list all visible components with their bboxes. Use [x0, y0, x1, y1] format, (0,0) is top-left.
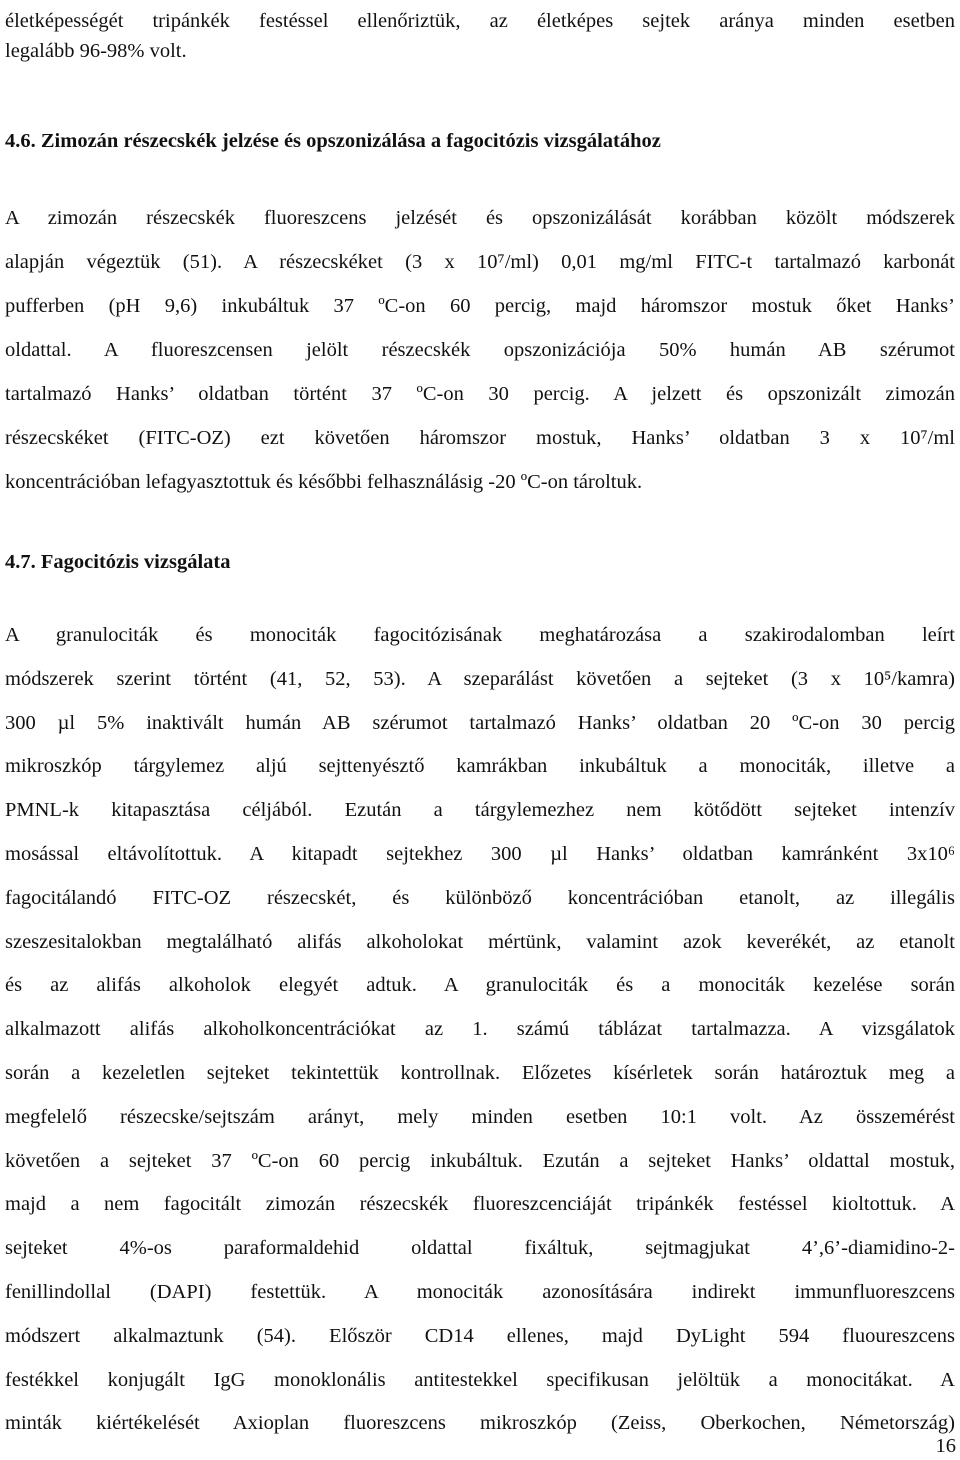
text-line: módszerek szerint történt (41, 52, 53). A szeparálást követően a sejteket (3 x 10⁵/kamra)	[5, 667, 955, 690]
text-line: A granulociták és monociták fagocitózisának meghatározása a szakirodalomban leírt	[5, 624, 955, 646]
page-number: 16	[935, 1435, 956, 1457]
text-line: oldattal. A fluoreszcensen jelölt részecskék opszonizációja 50% humán AB szérumot	[5, 339, 955, 361]
section-4-6-paragraph	[5, 196, 955, 504]
section-heading-4-6: 4.6. Zimozán részecskék jelzése és opszonizálása a fagocitózis vizsgálatához	[5, 130, 661, 152]
text-line: koncentrációban lefagyasztottuk és későbbi felhasználásig -20 ºC-on tároltuk.	[5, 471, 643, 493]
text-line: követően a sejteket 37 ºC-on 60 percig inkubáltuk. Ezután a sejteket Hanks’ oldattal mostuk,	[5, 1149, 955, 1172]
text-line: minták kiértékelését Axioplan fluoreszcens mikroszkóp (Zeiss, Oberkochen, Németország)	[5, 1412, 955, 1435]
text-line: módszert alkalmaztunk (54). Először CD14 ellenes, majd DyLight 594 fluoureszcens	[5, 1324, 955, 1347]
text-line: legalább 96-98% volt.	[5, 40, 187, 62]
text-line: és az alifás alkoholok elegyét adtuk. A granulociták és a monociták kezelése során	[5, 974, 955, 997]
text-line: pufferben (pH 9,6) inkubáltuk 37 ºC-on 60 percig, majd háromszor mostuk őket Hanks’	[5, 295, 955, 317]
text-line: alkalmazott alifás alkoholkoncentrációkat az 1. számú táblázat tartalmazza. A vizsgálatok	[5, 1018, 955, 1041]
text-line: mosással eltávolítottuk. A kitapadt sejtekhez 300 µl Hanks’ oldatban kamránként 3x10⁶	[5, 842, 955, 865]
text-line: szeszesitalokban megtalálható alifás alkoholokat mértünk, valamint azok keverékét, az etanolt	[5, 930, 955, 953]
text-line: fagocitálandó FITC-OZ részecskét, és különböző koncentrációban etanolt, az illegális	[5, 886, 955, 909]
text-line: részecskéket (FITC-OZ) ezt követően háromszor mostuk, Hanks’ oldatban 3 x 10⁷/ml	[5, 427, 955, 449]
section-heading-4-7: 4.7. Fagocitózis vizsgálata	[5, 551, 231, 573]
text-line: majd a nem fagocitált zimozán részecskék fluoreszcenciáját tripánkék festéssel kioltottuk. A	[5, 1193, 955, 1216]
text-line: PMNL-k kitapasztása céljából. Ezután a tárgylemezhez nem kötődött sejteket intenzív	[5, 799, 955, 822]
text-line: festékkel konjugált IgG monoklonális antitestekkel specifikusan jelöltük a monocitákat. A	[5, 1368, 955, 1391]
text-line: során a kezeletlen sejteket tekintettük kontrollnak. Előzetes kísérletek során határoztuk meg a	[5, 1061, 955, 1084]
text-line: megfelelő részecske/sejtszám arányt, mely minden esetben 10:1 volt. Az összemérést	[5, 1105, 955, 1128]
text-line: mikroszkóp tárgylemez aljú sejttenyésztő kamrákban inkubáltuk a monociták, illetve a	[5, 755, 955, 778]
text-line: fenillindollal (DAPI) festettük. A monociták azonosítására indirekt immunfluoreszcens	[5, 1280, 955, 1303]
text-line: 300 µl 5% inaktivált humán AB szérumot tartalmazó Hanks’ oldatban 20 ºC-on 30 percig	[5, 711, 955, 734]
text-line: életképességét tripánkék festéssel ellenőriztük, az életképes sejtek aránya minden esetben	[5, 10, 955, 32]
text-line: sejteket 4%-os paraformaldehid oldattal fixáltuk, sejtmagjukat 4’,6’-diamidino-2-	[5, 1237, 955, 1260]
section-4-7-paragraph	[5, 614, 955, 1446]
text-line: tartalmazó Hanks’ oldatban történt 37 ºC-on 30 percig. A jelzett és opszonizált zimozán	[5, 383, 955, 405]
intro-paragraph	[5, 6, 955, 66]
text-line: A zimozán részecskék fluoreszcens jelzését és opszonizálását korábban közölt módszerek	[5, 207, 955, 229]
text-line: alapján végeztük (51). A részecskéket (3 x 10⁷/ml) 0,01 mg/ml FITC-t tartalmazó karbonát	[5, 251, 955, 273]
